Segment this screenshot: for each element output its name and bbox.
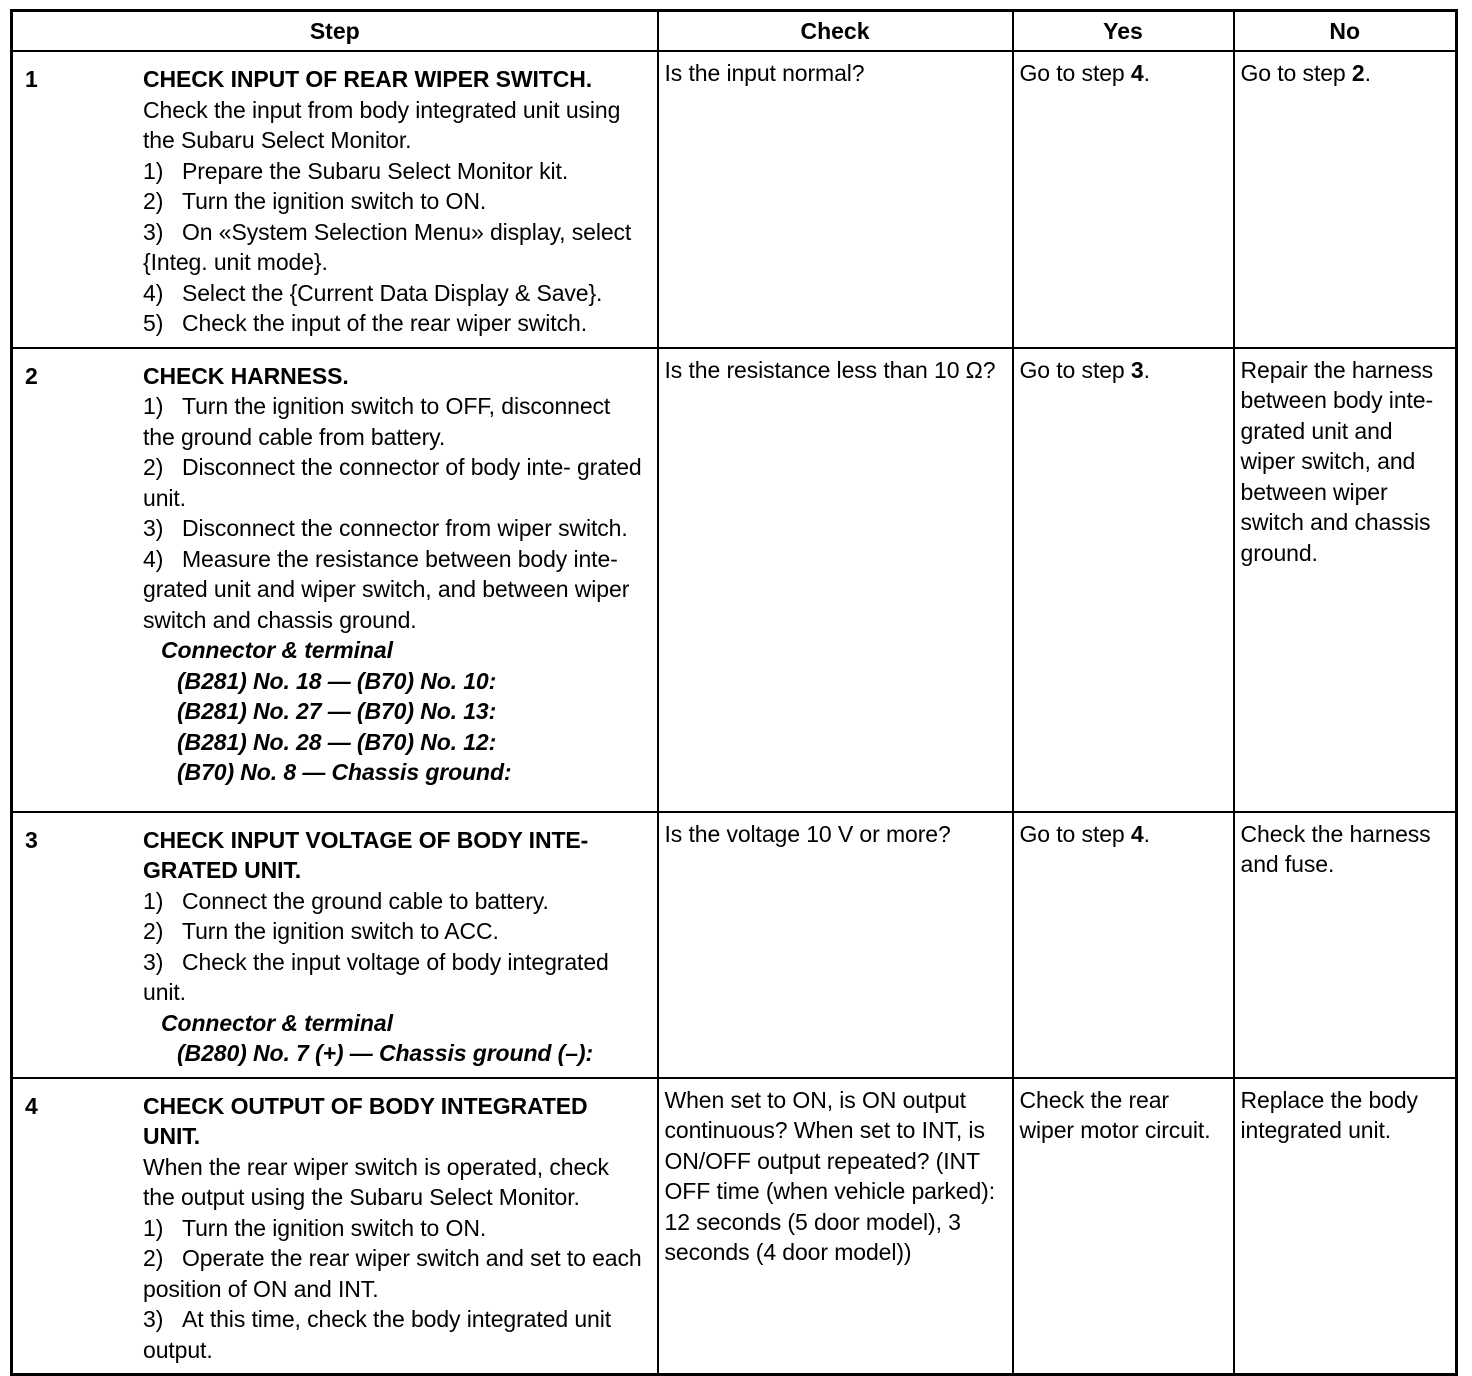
yes-cell: Go to step 4. <box>1013 51 1234 348</box>
header-row <box>12 11 1457 52</box>
step-item: 4) Select the {Current Data Display & Save}. <box>143 279 603 306</box>
step-item: 1) Turn the ignition switch to OFF, disconnect the ground cable from battery. <box>143 393 611 450</box>
step-item: 3) Check the input voltage of body integrated unit. <box>143 948 609 1005</box>
check-cell: Is the input normal? <box>658 51 1013 348</box>
no-step-ref: 2 <box>1351 60 1365 86</box>
header-check: Check <box>658 11 1013 52</box>
step-item: 3) Disconnect the connector from wiper switch. <box>143 515 628 541</box>
step-item: 1) Turn the ignition switch to ON. <box>143 1214 487 1241</box>
step-title: CHECK OUTPUT OF BODY INTEGRATED UNIT. <box>143 1092 588 1149</box>
yes-cell: Go to step 3. <box>1013 348 1234 812</box>
step-item: 2) Operate the rear wiper switch and set to each position of ON and INT. <box>143 1245 642 1302</box>
step-item: 3) At this time, check the body integrated unit output. <box>143 1306 612 1363</box>
step-number: 4 <box>25 1092 38 1119</box>
connector-title: Connector & terminal <box>161 637 393 663</box>
header-no: No <box>1234 11 1457 52</box>
yes-cell: Check the rear wiper motor circuit. <box>1013 1078 1234 1375</box>
connector-title: Connector & terminal <box>161 1009 393 1036</box>
connector-terminal: (B281) No. 28 — (B70) No. 12: <box>177 728 497 755</box>
connector-terminal: (B281) No. 27 — (B70) No. 13: <box>177 698 497 724</box>
table-row <box>12 1078 1457 1375</box>
connector-terminal: (B281) No. 18 — (B70) No. 10: <box>177 667 497 694</box>
step-item: 4) Measure the resistance between body inte- grated unit and wiper switch, and between wiper switch and chassis ground. <box>143 545 630 633</box>
no-cell: Go to step 2. <box>1234 51 1457 348</box>
step-cell <box>12 348 658 812</box>
step-cell <box>12 51 658 348</box>
step-item: 2) Turn the ignition switch to ACC. <box>143 918 499 944</box>
yes-step-ref: 4 <box>1130 820 1144 847</box>
no-cell: Repair the harness between body inte- grated unit and wiper switch, and between wiper switch and chassis ground. <box>1234 348 1457 812</box>
table-row <box>12 348 1457 812</box>
no-cell: Replace the body integrated unit. <box>1234 1078 1457 1375</box>
connector-terminal: (B70) No. 8 — Chassis ground: <box>177 759 512 785</box>
step-title: CHECK INPUT OF REAR WIPER SWITCH. <box>143 66 593 92</box>
step-item: 3) On «System Selection Menu» display, select {Integ. unit mode}. <box>143 218 632 275</box>
step-number: 2 <box>25 362 38 389</box>
yes-step-ref: 4 <box>1130 60 1144 86</box>
check-cell: Is the voltage 10 V or more? <box>658 812 1013 1078</box>
table-row <box>12 51 1457 348</box>
step-number: 1 <box>25 66 38 92</box>
step-cell <box>12 812 658 1078</box>
yes-step-ref: 3 <box>1130 356 1144 383</box>
check-cell: When set to ON, is ON output continuous? When set to INT, is ON/OFF output repeated? (INT OFF time (when vehicle parked): 12 seconds (5 door model), 3 seconds (4 door model)) <box>658 1078 1013 1375</box>
step-item: 1) Connect the ground cable to battery. <box>143 887 549 914</box>
step-item: 5) Check the input of the rear wiper switch. <box>143 310 587 336</box>
diagnostic-table <box>10 9 1458 1376</box>
step-item: 2) Turn the ignition switch to ON. <box>143 188 487 214</box>
no-cell: Check the harness and fuse. <box>1234 812 1457 1078</box>
step-item: 1) Prepare the Subaru Select Monitor kit. <box>143 157 569 184</box>
check-cell: Is the resistance less than 10 Ω? <box>658 348 1013 812</box>
step-title: CHECK HARNESS. <box>143 362 349 389</box>
header-step: Step <box>12 11 658 52</box>
step-intro: When the rear wiper switch is operated, check the output using the Subaru Select Monitor. <box>143 1153 609 1210</box>
connector-terminal: (B280) No. 7 (+) — Chassis ground (–): <box>177 1040 594 1066</box>
step-cell <box>12 1078 658 1375</box>
yes-cell: Go to step 4. <box>1013 812 1234 1078</box>
table-row <box>12 812 1457 1078</box>
step-title: CHECK INPUT VOLTAGE OF BODY INTE- GRATED UNIT. <box>143 826 589 883</box>
step-number: 3 <box>25 826 38 853</box>
header-yes: Yes <box>1013 11 1234 52</box>
step-intro: Check the input from body integrated unit using the Subaru Select Monitor. <box>143 96 621 153</box>
step-item: 2) Disconnect the connector of body inte- grated unit. <box>143 454 642 511</box>
